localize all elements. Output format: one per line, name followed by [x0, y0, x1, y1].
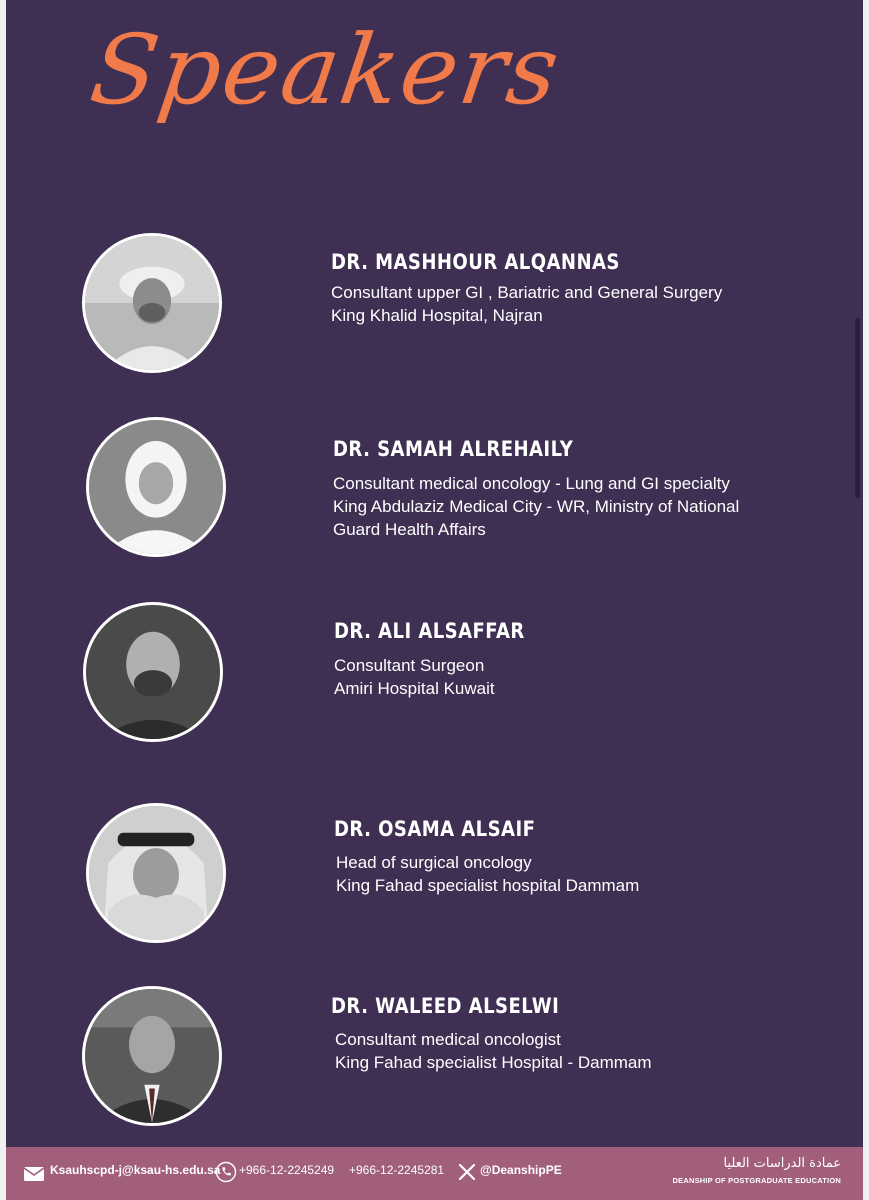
speaker-title: Head of surgical oncology: [336, 853, 532, 872]
speaker-photo: [86, 417, 226, 557]
footer: [6, 1147, 863, 1200]
speaker-photo: [86, 803, 226, 943]
poster: [6, 0, 863, 1200]
speaker-title: Consultant upper GI , Bariatric and General Surgery: [331, 283, 723, 302]
speaker-name: DR. OSAMA ALSAIF: [334, 817, 536, 841]
scrollbar[interactable]: [855, 318, 860, 498]
speaker-name: DR. ALI ALSAFFAR: [334, 619, 525, 643]
x-logo-icon: [458, 1163, 476, 1185]
speaker-photo: [82, 986, 222, 1126]
speaker-name: DR. MASHHOUR ALQANNAS: [331, 250, 620, 274]
speaker-affiliation-cont: Guard Health Affairs: [333, 520, 486, 539]
speaker-affiliation: King Fahad specialist hospital Dammam: [336, 876, 640, 895]
org-name-english: DEANSHIP OF POSTGRADUATE EDUCATION: [672, 1176, 841, 1185]
speaker-photo: [83, 602, 223, 742]
speaker-photo: [82, 233, 222, 373]
contact-phone-1[interactable]: +966-12-2245249: [239, 1163, 335, 1177]
speaker-name: DR. WALEED ALSELWI: [331, 994, 560, 1018]
phone-icon: [215, 1161, 237, 1187]
contact-email[interactable]: Ksauhscpd-j@ksau-hs.edu.sa: [50, 1163, 221, 1177]
contact-phone-2[interactable]: +966-12-2245281: [349, 1163, 445, 1177]
speaker-title: Consultant medical oncologist: [335, 1030, 561, 1049]
speaker-affiliation: King Fahad specialist Hospital - Dammam: [335, 1053, 652, 1072]
org-name-arabic: عمادة الدراسات العليا: [723, 1156, 841, 1171]
speaker-affiliation: Amiri Hospital Kuwait: [334, 679, 495, 698]
speaker-name: DR. SAMAH ALREHAILY: [333, 437, 574, 461]
speaker-title: Consultant Surgeon: [334, 656, 485, 675]
social-handle[interactable]: @DeanshipPE: [480, 1163, 562, 1177]
email-icon: [24, 1166, 44, 1185]
speaker-affiliation: King Abdulaziz Medical City - WR, Ministry of National: [333, 497, 740, 516]
speaker-title: Consultant medical oncology - Lung and GI specialty: [333, 474, 730, 493]
speaker-affiliation: King Khalid Hospital, Najran: [331, 306, 543, 325]
poster-title: Speakers: [84, 14, 568, 126]
